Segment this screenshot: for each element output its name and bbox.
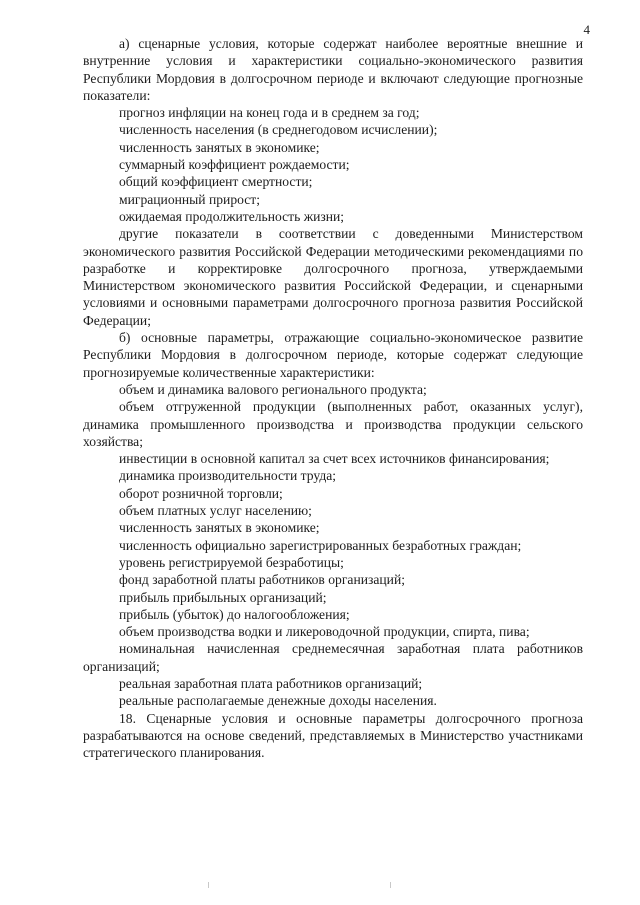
list-item-inflation: прогноз инфляции на конец года и в среднем за год; bbox=[119, 105, 420, 121]
scan-artifact-mark bbox=[390, 882, 391, 888]
list-item-unemployment-rate: уровень регистрируемой безработицы; bbox=[119, 554, 344, 570]
paragraph-18: 18. Сценарные условия и основные параметры долгосрочного прогноза разрабатываются на основе сведений, представляемых в Министерство участниками стратегического планирования. bbox=[83, 710, 583, 761]
list-item-migration: миграционный прирост; bbox=[119, 191, 261, 207]
list-item-paid-services: объем платных услуг населению; bbox=[119, 503, 312, 519]
page-number: 4 bbox=[583, 22, 590, 37]
list-item-real-wage: реальная заработная плата работников организаций; bbox=[119, 675, 423, 691]
list-item-unemployed: численность официально зарегистрированных безработных граждан; bbox=[119, 537, 522, 553]
list-item-population: численность населения (в среднегодовом исчислении); bbox=[119, 122, 438, 138]
list-item-life-expectancy: ожидаемая продолжительность жизни; bbox=[119, 208, 345, 224]
document-body bbox=[83, 35, 583, 761]
list-item-employed: численность занятых в экономике; bbox=[119, 139, 320, 155]
list-item-other-indicators: другие показатели в соответствии с доведенными Министерством экономического развития Российской Федерации методическими рекомендациями по разработке и корректировке долгосрочного прогноза, утверждаемыми Министерством экономического развития Российской Федерации, и сценарными условиями и основными параметрами долгосрочного прогноза развития Российской Федерации; bbox=[83, 226, 583, 328]
list-item-nominal-wage: номинальная начисленная среднемесячная заработная плата работников организаций; bbox=[83, 641, 583, 674]
list-item-alcohol: объем производства водки и ликероводочной продукции, спирта, пива; bbox=[119, 624, 530, 640]
list-item-retail: оборот розничной торговли; bbox=[119, 485, 283, 501]
list-item-mortality: общий коэффициент смертности; bbox=[119, 174, 313, 190]
list-item-wage-fund: фонд заработной платы работников организаций; bbox=[119, 572, 405, 588]
list-item-shipped-products: объем отгруженной продукции (выполненных работ, оказанных услуг), динамика промышленного производства и производства продукции сельского хозяйства; bbox=[83, 399, 583, 449]
paragraph-b: б) основные параметры, отражающие социально-экономическое развитие Республики Мордовия в долгосрочном периоде, которые содержат следующие прогнозируемые количественные характеристики: bbox=[83, 330, 583, 380]
paragraph-a: а) сценарные условия, которые содержат наиболее вероятные внешние и внутренние условия и характеристики социально-экономического развития Республики Мордовия в долгосрочном периоде и включают следующие прогнозные показатели: bbox=[83, 36, 583, 103]
scan-artifact-mark bbox=[208, 882, 209, 888]
list-item-grp: объем и динамика валового регионального продукта; bbox=[119, 381, 427, 397]
list-item-productivity: динамика производительности труда; bbox=[119, 468, 337, 484]
list-item-real-income: реальные располагаемые денежные доходы населения. bbox=[119, 693, 437, 709]
list-item-investment: инвестиции в основной капитал за счет всех источников финансирования; bbox=[119, 451, 550, 467]
list-item-profit: прибыль прибыльных организаций; bbox=[119, 589, 327, 605]
list-item-employed-b: численность занятых в экономике; bbox=[119, 520, 320, 536]
list-item-fertility: суммарный коэффициент рождаемости; bbox=[119, 157, 350, 173]
list-item-pretax-profit: прибыль (убыток) до налогообложения; bbox=[119, 606, 350, 622]
